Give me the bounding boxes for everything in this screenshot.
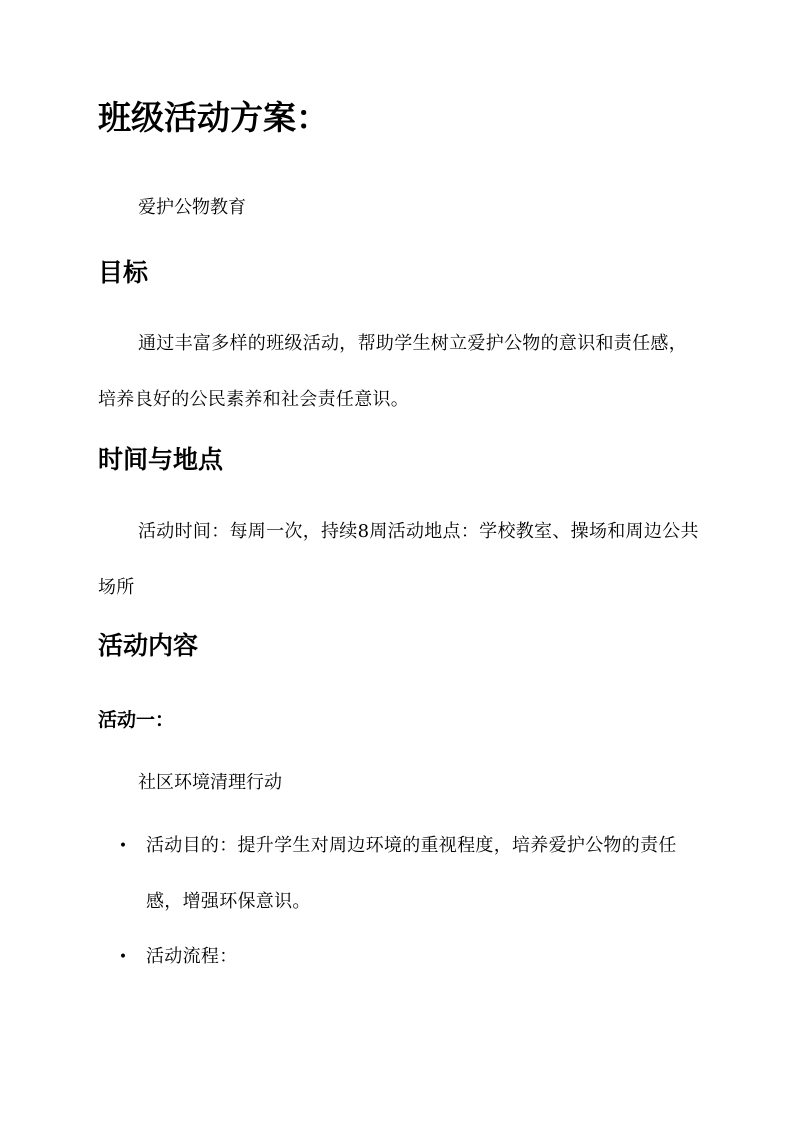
list-item [118, 929, 700, 985]
section-heading-goal: 目标 [98, 258, 149, 287]
document-subtitle: 爱护公物教育 [138, 197, 246, 218]
bullet-icon: • [118, 949, 128, 965]
document-title: 班级活动方案： [98, 98, 329, 137]
section-heading-time-place: 时间与地点 [98, 445, 224, 474]
list-item-text: 活动流程： [146, 946, 238, 967]
bullet-icon: • [118, 838, 128, 854]
activity-one-heading: 活动一： [98, 709, 175, 731]
list-item-text: 活动目的：提升学生对周边环境的重视程度，培养爱护公物的责任感，增强环保意识。 [146, 835, 677, 912]
list-item [118, 818, 700, 930]
goal-paragraph: 通过丰富多样的班级活动，帮助学生树立爱护公物的意识和责任感，培养良好的公民素养和社会责任意识。 [98, 333, 687, 410]
time-place-paragraph: 活动时间：每周一次，持续8周活动地点：学校教室、操场和周边公共场所 [98, 521, 699, 598]
activity-one-name: 社区环境清理行动 [138, 772, 282, 793]
section-heading-content: 活动内容 [98, 631, 199, 660]
